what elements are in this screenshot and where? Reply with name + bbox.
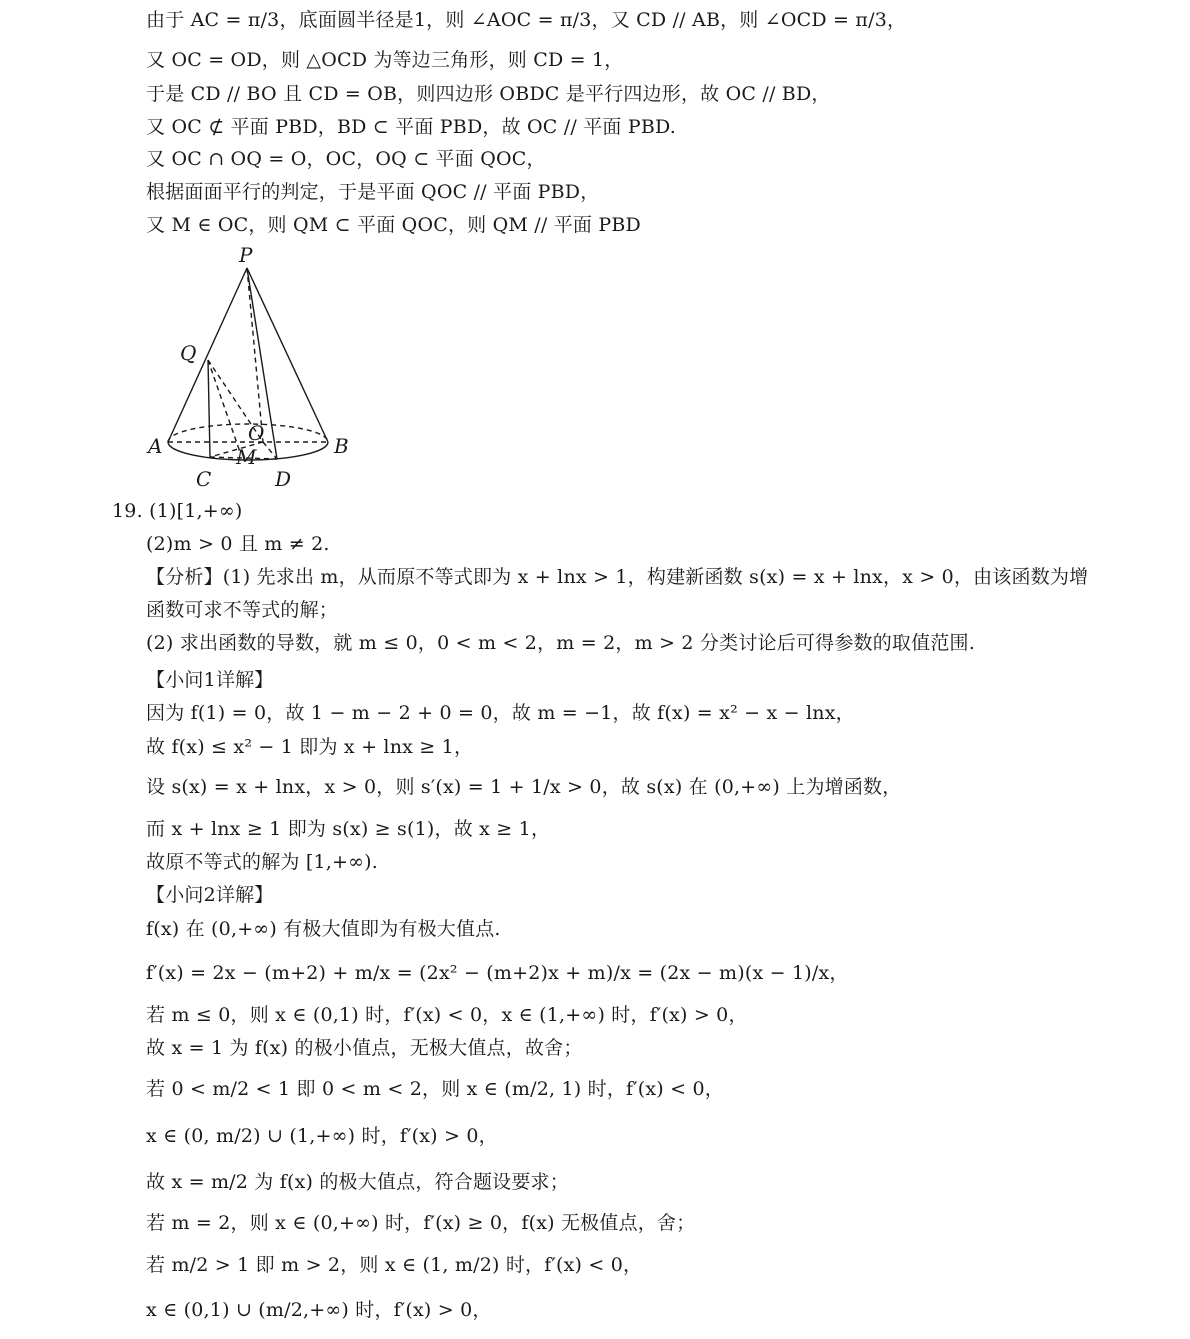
solution2-line-4: 故 x = 1 为 f(x) 的极小值点，无极大值点，故舍； [146, 1037, 583, 1059]
proof-line-7: 又 M ∈ OC，则 QM ⊂ 平面 QOC，则 QM // 平面 PBD [146, 214, 641, 236]
question-number [112, 499, 243, 523]
proof-line-1: 由于 AC = π/3，底面圆半径是1，则 ∠AOC = π/3，又 CD // AB，则 ∠OCD = π/3， [146, 9, 907, 31]
solution2-line-5: 若 0 < m/2 < 1 即 0 < m < 2，则 x ∈ (m/2, 1) 时，f′(x) < 0， [146, 1078, 725, 1100]
label-a: A [148, 434, 163, 458]
cone-figure [140, 242, 380, 498]
proof-line-4: 又 OC ⊄ 平面 PBD，BD ⊂ 平面 PBD，故 OC // 平面 PBD. [146, 116, 677, 138]
proof-line-5: 又 OC ∩ OQ = O，OC，OQ ⊂ 平面 QOC， [146, 148, 546, 170]
solution1-line-2: 故 f(x) ≤ x² − 1 即为 x + lnx ≥ 1， [146, 736, 474, 758]
proof-line-2: 又 OC = OD，则 △OCD 为等边三角形，则 CD = 1， [146, 49, 624, 71]
analysis-line-3: (2) 求出函数的导数，就 m ≤ 0，0 < m < 2，m = 2，m > 2 分类讨论后可得参数的取值范围. [146, 632, 975, 654]
label-c: C [196, 467, 212, 491]
analysis-line-2: 函数可求不等式的解； [146, 599, 339, 621]
solution1-line-5: 故原不等式的解为 [1,+∞). [146, 851, 378, 873]
label-p: P [239, 243, 253, 267]
solution2-line-2: f′(x) = 2x − (m+2) + m/x = (2x² − (m+2)x + m)/x = (2x − m)(x − 1)/x， [146, 962, 849, 984]
solution1-line-3: 设 s(x) = x + lnx，x > 0，则 s′(x) = 1 + 1/x > 0，故 s(x) 在 (0,+∞) 上为增函数， [146, 776, 902, 798]
cone-diagram [140, 242, 380, 494]
label-q: Q [180, 341, 197, 365]
analysis-line-1: 【分析】(1) 先求出 m，从而原不等式即为 x + lnx > 1，构建新函数 s(x) = x + lnx，x > 0，由该函数为增 [146, 566, 1089, 588]
solution2-line-3: 若 m ≤ 0，则 x ∈ (0,1) 时，f′(x) < 0，x ∈ (1,+∞) 时，f′(x) > 0， [146, 1004, 748, 1026]
segment-qm [208, 360, 240, 452]
label-b: B [334, 434, 349, 458]
answer-line-2: (2)m > 0 且 m ≠ 2. [146, 533, 330, 555]
proof-line-6: 根据面面平行的判定，于是平面 QOC // 平面 PBD， [146, 181, 600, 203]
edge-pb [247, 268, 328, 442]
solution2-line-1: f(x) 在 (0,+∞) 有极大值即为有极大值点. [146, 918, 501, 940]
answer-line-1: (1)[1,+∞) [149, 500, 243, 522]
solution1-line-4: 而 x + lnx ≥ 1 即为 s(x) ≥ s(1)，故 x ≥ 1， [146, 818, 551, 840]
label-o: O [248, 421, 265, 445]
solution2-line-7: 故 x = m/2 为 f(x) 的极大值点，符合题设要求； [146, 1171, 569, 1193]
solution1-line-1: 因为 f(1) = 0，故 1 − m − 2 + 0 = 0，故 m = −1，故 f(x) = x² − x − lnx， [146, 702, 855, 724]
solution2-line-10: x ∈ (0,1) ∪ (m/2,+∞) 时，f′(x) > 0， [146, 1299, 492, 1321]
proof-line-3: 于是 CD // BO 且 CD = OB，则四边形 OBDC 是平行四边形，故 OC // BD， [146, 83, 831, 105]
solution2-line-9: 若 m/2 > 1 即 m > 2，则 x ∈ (1, m/2) 时，f′(x) < 0， [146, 1254, 643, 1276]
question-number-label: 19. [112, 500, 143, 522]
label-m: M [236, 445, 257, 469]
solution2-line-8: 若 m = 2，则 x ∈ (0,+∞) 时，f′(x) ≥ 0，f(x) 无极值点，舍； [146, 1212, 696, 1234]
section-heading-2: 【小问2详解】 [146, 884, 274, 906]
label-d: D [275, 467, 292, 491]
solution2-line-6: x ∈ (0, m/2) ∪ (1,+∞) 时，f′(x) > 0， [146, 1125, 498, 1147]
section-heading-1: 【小问1详解】 [146, 669, 274, 691]
